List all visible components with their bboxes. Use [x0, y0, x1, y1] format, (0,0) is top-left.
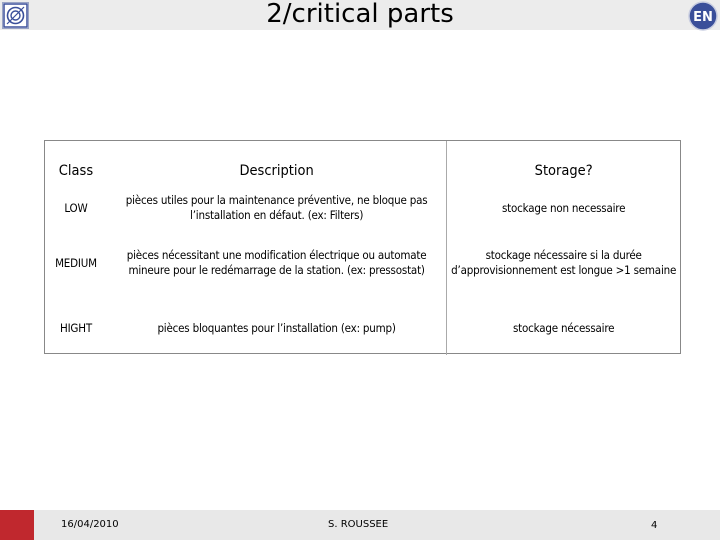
header-class: Class: [58, 163, 94, 179]
cell-storage: stockage nécessaire si la durée d’approvisionnement est longue >1 semaine: [451, 248, 677, 277]
footer-date: 16/04/2010: [61, 519, 119, 530]
header-description: Description: [107, 141, 447, 191]
table-header-row: [45, 141, 680, 191]
en-logo-text: EN: [693, 10, 713, 25]
cell-storage: stockage nécessaire: [512, 320, 615, 335]
cell-description: pièces utiles pour la maintenance préventive, ne bloque pas l’installation en défaut. (ex: Filters): [107, 191, 447, 225]
cell-class: HIGHT: [59, 320, 92, 335]
cell-storage: stockage non necessaire: [501, 200, 626, 215]
table-row: [45, 225, 680, 301]
table-row: [45, 301, 680, 355]
table-row: [45, 191, 680, 225]
critical-parts-table: [44, 140, 681, 354]
footer-author: S. ROUSSEE: [328, 519, 389, 530]
cell-class: MEDIUM: [55, 255, 97, 270]
cell-description: pièces bloquantes pour l’installation (ex: pump): [107, 301, 447, 355]
cell-description: pièces nécessitant une modification électrique ou automate mineure pour le redémarrage de la station. (ex: pressostat): [107, 225, 447, 301]
page-number: 4: [651, 520, 658, 531]
page-title: 2/critical parts: [266, 0, 454, 29]
en-department-logo-icon: [688, 1, 718, 31]
footer-accent: [0, 510, 34, 540]
cell-class: LOW: [64, 200, 88, 215]
header-storage: Storage?: [534, 163, 593, 179]
